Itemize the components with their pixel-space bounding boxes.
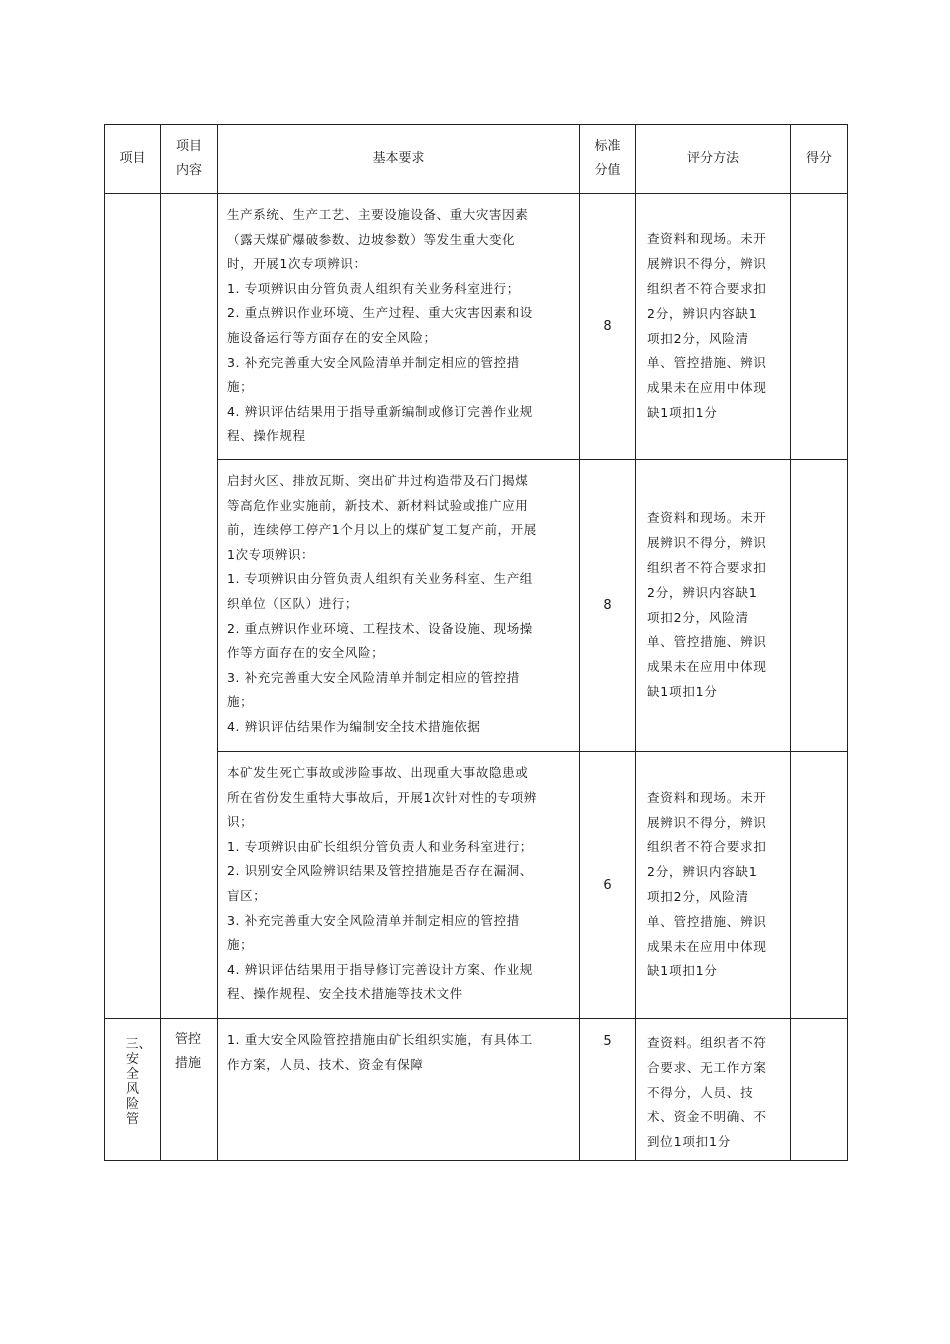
- req-line: 2. 识别安全风险辨识结果及管控措施是否存在漏洞、: [227, 863, 533, 879]
- method-line: 不得分，人员、技: [647, 1084, 754, 1100]
- method-line: 成果未在应用中体现: [647, 938, 767, 954]
- method-line: 查资料和现场。未开: [647, 510, 767, 526]
- req-line: 2. 重点辨识作业环境、工程技术、设备设施、现场操: [227, 620, 533, 636]
- header-content: [161, 125, 218, 194]
- result-cell: [791, 1019, 848, 1161]
- method-line: 查资料。组织者不符: [647, 1035, 767, 1050]
- method-line: 成果未在应用中体现: [647, 380, 767, 396]
- req-line: 1. 重大安全风险管控措施由矿长组织实施，有具体工: [227, 1032, 533, 1047]
- requirement-cell: [218, 752, 580, 1019]
- req-line: 3. 补充完善重大安全风险清单并制定相应的管控措: [227, 912, 520, 928]
- req-line: 1次专项辨识：: [227, 546, 315, 562]
- method-cell: [636, 460, 791, 752]
- req-line: 1. 专项辨识由分管负责人组织有关业务科室进行；: [227, 280, 520, 296]
- header-content-line1: 项目: [175, 139, 202, 154]
- header-result: 得分: [791, 125, 848, 194]
- req-line: 作等方面存在的安全风险；: [227, 645, 385, 661]
- header-method: 评分方法: [636, 125, 791, 194]
- method-line: 组织者不符合要求扣: [647, 559, 767, 575]
- requirement-cell: [218, 1019, 580, 1161]
- result-cell: [791, 460, 848, 752]
- method-line: 展辨识不得分，辨识: [647, 256, 767, 272]
- method-line: 成果未在应用中体现: [647, 659, 767, 675]
- method-cell: [636, 1019, 791, 1161]
- req-line: 本矿发生死亡事故或涉险事故、出现重大事故隐患或: [227, 765, 529, 780]
- table-row: [105, 1019, 848, 1161]
- content-cell: [161, 1019, 218, 1161]
- result-cell: [791, 752, 848, 1019]
- table-row: [105, 194, 848, 460]
- method-line: 2分，辨识内容缺1: [647, 584, 758, 600]
- project-cell: [105, 1019, 161, 1161]
- score-cell: 6: [580, 752, 636, 1019]
- req-line: 3. 补充完善重大安全风险清单并制定相应的管控措: [227, 354, 520, 370]
- score-cell: 5: [580, 1019, 636, 1161]
- header-score: [580, 125, 636, 194]
- header-content-line2: 内容: [175, 163, 202, 178]
- req-line: 施；: [227, 379, 254, 395]
- req-line: 等高危作业实施前，新技术、新材料试验或推广应用: [227, 497, 529, 513]
- method-line: 单、管控措施、辨识: [647, 355, 767, 371]
- req-line: 1. 专项辨识由矿长组织分管负责人和业务科室进行；: [227, 838, 533, 854]
- requirement-cell: [218, 460, 580, 752]
- req-line: 程、操作规程: [227, 428, 306, 444]
- content-line: 措施: [175, 1056, 202, 1071]
- req-line: 4. 辨识评估结果用于指导重新编制或修订完善作业规: [227, 403, 533, 419]
- method-line: 查资料和现场。未开: [647, 231, 767, 247]
- header-score-line1: 标准: [594, 139, 621, 154]
- req-line: 施；: [227, 694, 254, 710]
- method-line: 合要求、无工作方案: [647, 1059, 767, 1075]
- method-line: 组织者不符合要求扣: [647, 839, 767, 855]
- content-line: 管控: [175, 1032, 202, 1047]
- req-line: 4. 辨识评估结果用于指导修订完善设计方案、作业规: [227, 961, 533, 977]
- method-line: 项扣2分，风险清: [647, 609, 749, 625]
- req-line: 程、操作规程、安全技术措施等技术文件: [227, 986, 463, 1002]
- method-cell: [636, 194, 791, 460]
- method-line: 展辨识不得分，辨识: [647, 814, 767, 830]
- req-line: 3. 补充完善重大安全风险清单并制定相应的管控措: [227, 669, 520, 685]
- req-line: 识；: [227, 814, 254, 830]
- scoring-table: [104, 124, 848, 1161]
- table-header-row: [105, 125, 848, 194]
- req-line: 盲区；: [227, 887, 267, 903]
- req-line: 1. 专项辨识由分管负责人组织有关业务科室、生产组: [227, 571, 533, 587]
- method-line: 缺1项扣1分: [647, 683, 718, 699]
- method-line: 到位1项扣1分: [647, 1134, 732, 1150]
- project-label: 三、安全风险管: [125, 1037, 152, 1127]
- score-cell: 8: [580, 460, 636, 752]
- score-cell: 8: [580, 194, 636, 460]
- method-line: 组织者不符合要求扣: [647, 280, 767, 296]
- method-line: 缺1项扣1分: [647, 963, 718, 979]
- req-line: 生产系统、生产工艺、主要设施设备、重大灾害因素: [227, 207, 529, 222]
- method-line: 查资料和现场。未开: [647, 789, 767, 805]
- header-score-line2: 分值: [594, 163, 621, 178]
- req-line: 启封火区、排放瓦斯、突出矿井过构造带及石门揭煤: [227, 473, 529, 488]
- req-line: 织单位（区队）进行；: [227, 595, 359, 611]
- req-line: 所在省份发生重特大事故后，开展1次针对性的专项辨: [227, 789, 537, 805]
- req-line: 时，开展1次专项辨识：: [227, 256, 367, 272]
- requirement-cell: [218, 194, 580, 460]
- req-line: 施设备运行等方面存在的安全风险；: [227, 329, 437, 345]
- method-line: 术、资金不明确、不: [647, 1109, 767, 1125]
- method-line: 2分，辨识内容缺1: [647, 305, 758, 321]
- header-project: 项目: [105, 125, 161, 194]
- method-line: 2分，辨识内容缺1: [647, 864, 758, 880]
- req-line: （露天煤矿爆破参数、边坡参数）等发生重大变化: [227, 231, 516, 247]
- req-line: 作方案，人员、技术、资金有保障: [227, 1056, 424, 1072]
- project-cell-empty: [105, 194, 161, 1019]
- req-line: 2. 重点辨识作业环境、生产过程、重大灾害因素和设: [227, 305, 533, 321]
- method-line: 单、管控措施、辨识: [647, 913, 767, 929]
- method-line: 单、管控措施、辨识: [647, 634, 767, 650]
- method-line: 项扣2分，风险清: [647, 330, 749, 346]
- method-line: 展辨识不得分，辨识: [647, 535, 767, 551]
- req-line: 施；: [227, 937, 254, 953]
- method-cell: [636, 752, 791, 1019]
- req-line: 4. 辨识评估结果作为编制安全技术措施依据: [227, 718, 481, 734]
- content-cell-empty: [161, 194, 218, 1019]
- method-line: 缺1项扣1分: [647, 404, 718, 420]
- result-cell: [791, 194, 848, 460]
- req-line: 前，连续停工停产1个月以上的煤矿复工复产前，开展: [227, 522, 537, 538]
- header-requirements: 基本要求: [218, 125, 580, 194]
- method-line: 项扣2分，风险清: [647, 889, 749, 904]
